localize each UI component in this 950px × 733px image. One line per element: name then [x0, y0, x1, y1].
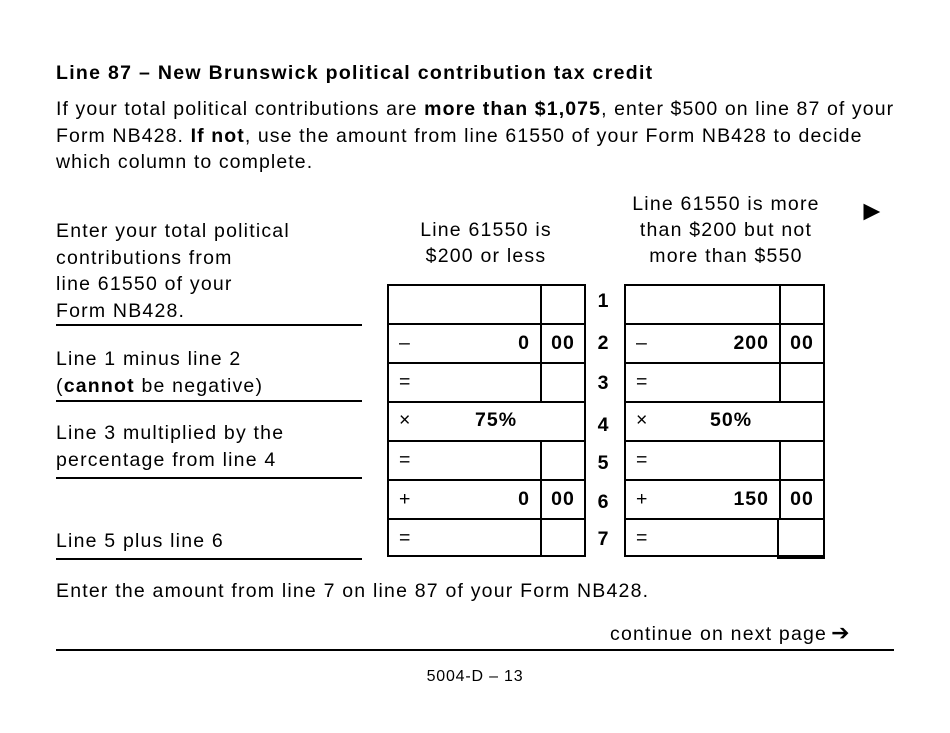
left-calculation-grid — [387, 284, 586, 557]
cents-cell[interactable] — [779, 286, 823, 325]
heading-line: $200 or less — [425, 245, 547, 267]
line-number-5: 5 — [597, 452, 609, 474]
cannot-rest: be negative) — [134, 374, 264, 397]
right-line-7 — [626, 518, 823, 557]
cents-cell[interactable] — [779, 442, 823, 479]
left-line-6 — [389, 479, 584, 518]
left-line-3 — [389, 362, 584, 401]
section-heading: Line 87 – New Brunswick political contribution tax credit — [56, 62, 654, 84]
next-column-arrow-icon: ► — [858, 195, 886, 226]
cents-cell[interactable] — [540, 520, 584, 557]
label-line: line 61550 of your — [56, 273, 233, 295]
right-line-2 — [626, 323, 823, 362]
equals-sign: = — [636, 371, 648, 393]
line2-dollars: 200 — [733, 332, 769, 354]
cents-cell[interactable] — [540, 364, 584, 401]
page-footer: 5004-D – 13 — [426, 668, 524, 685]
minus-sign: – — [399, 332, 410, 354]
label-line: percentage from line 4 — [56, 448, 277, 471]
line2-dollars: 0 — [518, 332, 530, 354]
label-line — [56, 373, 263, 400]
left-line-2 — [389, 323, 584, 362]
heading-line: than $200 but not — [639, 219, 813, 241]
continue-next-page[interactable] — [610, 620, 851, 646]
label-line: Form NB428. — [56, 299, 186, 322]
intro-text-1: If your total political contributions are — [56, 98, 425, 120]
label-underline — [56, 558, 362, 560]
line-number-4: 4 — [597, 414, 609, 436]
rate-50: 50% — [710, 409, 753, 431]
line6-cents: 00 — [779, 481, 823, 518]
multiply-sign: × — [636, 409, 648, 431]
line-number-3: 3 — [597, 372, 609, 394]
multiply-sign: × — [399, 409, 411, 431]
line-number-6: 6 — [597, 491, 609, 513]
line-number-7: 7 — [597, 528, 609, 550]
equals-sign: = — [399, 371, 411, 393]
page-divider — [56, 649, 894, 651]
plus-sign: + — [636, 488, 648, 510]
label-line: Line 3 multiplied by the — [56, 422, 285, 444]
line-number-1: 1 — [597, 290, 609, 312]
cents-cell[interactable] — [777, 518, 825, 559]
right-line-4 — [626, 401, 823, 440]
left-line-7 — [389, 518, 584, 557]
cents-cell[interactable] — [779, 364, 823, 401]
heading-line: more than $550 — [649, 245, 803, 267]
line6-dollars: 0 — [518, 488, 530, 510]
label-line: Line 1 minus line 2 — [56, 348, 242, 370]
rate-75: 75% — [475, 409, 518, 431]
right-calculation-grid — [624, 284, 825, 557]
line2-cents: 00 — [779, 325, 823, 362]
heading-line: Line 61550 is more — [632, 193, 820, 215]
cents-cell[interactable] — [540, 442, 584, 479]
cannot-bold: cannot — [63, 374, 135, 397]
plus-sign: + — [399, 488, 411, 510]
equals-sign: = — [636, 527, 648, 549]
continue-label: continue on next page — [610, 623, 828, 645]
left-line-4 — [389, 401, 584, 440]
label-line: contributions from — [56, 246, 233, 269]
right-column-heading — [608, 191, 844, 269]
label-underline — [56, 400, 362, 402]
arrow-right-icon: ➔ — [831, 620, 851, 645]
intro-paragraph — [56, 96, 916, 176]
line2-cents: 00 — [540, 325, 584, 362]
label-line: Enter your total political — [56, 220, 290, 242]
left-line-5 — [389, 440, 584, 479]
intro-text-3: , use the amount from line 61550 of your Form NB428 to decide which column to complete. — [56, 124, 863, 173]
label-underline — [56, 477, 362, 479]
instruction-line7: Enter the amount from line 7 on line 87 of your Form NB428. — [56, 580, 650, 602]
right-line-3 — [626, 362, 823, 401]
line6-dollars: 150 — [733, 488, 769, 510]
intro-bold-if-not: If not — [190, 124, 245, 147]
equals-sign: = — [636, 449, 648, 471]
label-line1-minus-line2 — [56, 346, 263, 399]
left-line-1 — [389, 286, 584, 325]
right-line-6 — [626, 479, 823, 518]
equals-sign: = — [399, 449, 411, 471]
paren: ( — [56, 374, 64, 397]
line6-cents: 00 — [540, 481, 584, 518]
label-line5-plus-line6: Line 5 plus line 6 — [56, 530, 224, 552]
cents-cell[interactable] — [540, 286, 584, 325]
intro-text-2: , enter $500 on line 87 of your Form NB428. — [56, 98, 895, 147]
right-line-5 — [626, 440, 823, 479]
heading-line: Line 61550 is — [420, 219, 552, 241]
label-underline — [56, 324, 362, 326]
left-column-heading — [388, 217, 584, 269]
equals-sign: = — [399, 527, 411, 549]
label-line3-multiplied — [56, 420, 284, 473]
label-enter-total — [56, 218, 290, 324]
line-number-2: 2 — [597, 332, 609, 354]
intro-bold-threshold: more than $1,075 — [424, 98, 602, 120]
minus-sign: – — [636, 332, 647, 354]
right-line-1 — [626, 286, 823, 325]
